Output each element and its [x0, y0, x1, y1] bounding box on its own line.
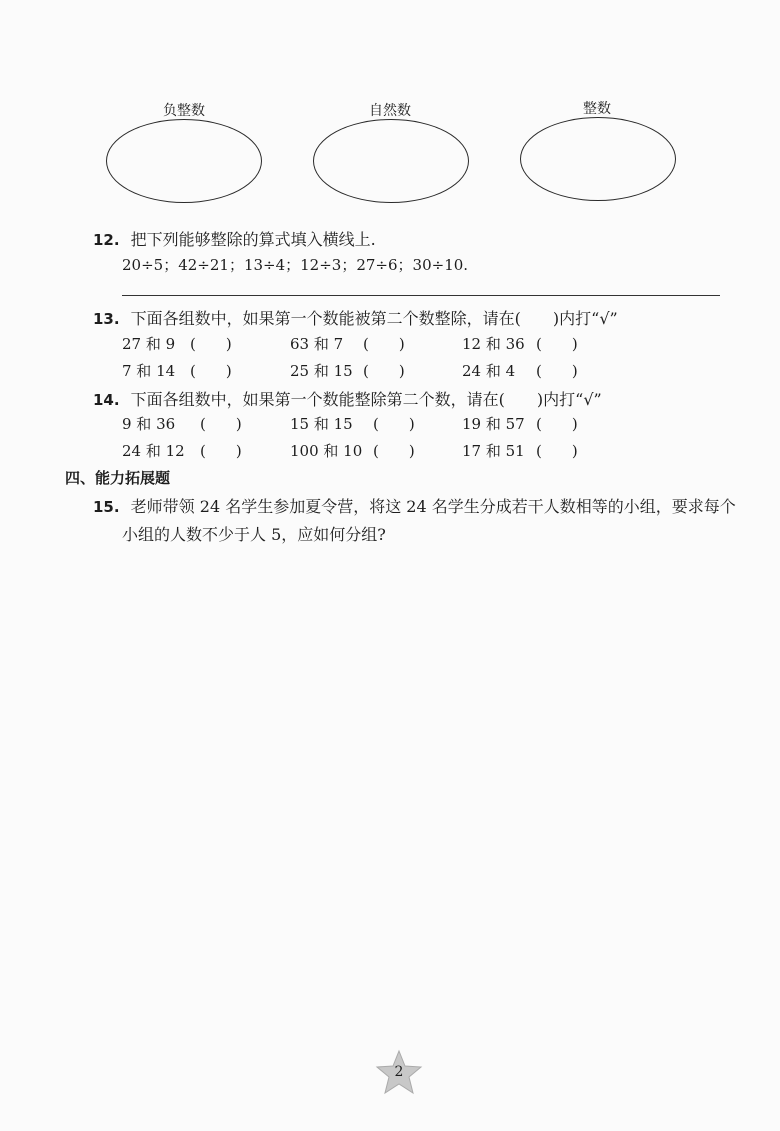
q13-answer-paren[interactable]: ( ) — [363, 335, 405, 353]
question-text-line-2: 小组的人数不少于人 5，应如何分组? — [122, 525, 386, 544]
q13-pair: 24 和 4 — [462, 362, 516, 380]
q13-answer-paren[interactable]: ( ) — [363, 362, 405, 380]
section-title: 四、能力拓展题 — [65, 469, 171, 487]
question-number: 15. — [93, 498, 120, 516]
q14-answer-paren[interactable]: ( ) — [200, 442, 242, 460]
q13-pair: 7 和 14 — [122, 362, 176, 380]
set-label-integers: 整数 — [583, 101, 611, 117]
q14-answer-paren[interactable]: ( ) — [200, 415, 242, 433]
q13-answer-paren[interactable]: ( ) — [536, 335, 578, 353]
question-prompt: 下面各组数中，如果第一个数能整除第二个数，请在( )内打“√” — [130, 390, 602, 409]
question-number: 12. — [93, 231, 120, 249]
q13-pair: 63 和 7 — [290, 335, 344, 353]
question-number: 14. — [93, 391, 120, 409]
question-13 — [93, 306, 618, 329]
q14-pair: 19 和 57 — [462, 415, 525, 433]
q13-pair: 12 和 36 — [462, 335, 525, 353]
q14-answer-paren[interactable]: ( ) — [373, 442, 415, 460]
set-label-negative-integers: 负整数 — [163, 103, 205, 119]
integers-oval — [520, 117, 676, 201]
q13-answer-paren[interactable]: ( ) — [536, 362, 578, 380]
q12-answer-line — [122, 295, 720, 296]
question-14 — [93, 387, 602, 410]
q14-pair: 15 和 15 — [290, 415, 353, 433]
q13-pair: 27 和 9 — [122, 335, 176, 353]
q14-answer-paren[interactable]: ( ) — [373, 415, 415, 433]
set-label-natural-numbers: 自然数 — [369, 103, 411, 119]
q13-answer-paren[interactable]: ( ) — [190, 335, 232, 353]
question-prompt: 把下列能够整除的算式填入横线上. — [130, 230, 376, 249]
q12-expressions: 20÷5；42÷21；13÷4；12÷3；27÷6；30÷10. — [122, 256, 469, 274]
question-prompt: 下面各组数中，如果第一个数能被第二个数整除，请在( )内打“√” — [130, 309, 618, 328]
question-12 — [93, 227, 376, 250]
q14-answer-paren[interactable]: ( ) — [536, 415, 578, 433]
q14-pair: 100 和 10 — [290, 442, 363, 460]
q13-pair: 25 和 15 — [290, 362, 353, 380]
q13-answer-paren[interactable]: ( ) — [190, 362, 232, 380]
question-15 — [93, 494, 736, 517]
q14-pair: 17 和 51 — [462, 442, 525, 460]
page-number: 2 — [394, 1064, 404, 1080]
natural-numbers-oval — [313, 119, 469, 203]
question-number: 13. — [93, 310, 120, 328]
question-text-line-1: 老师带领 24 名学生参加夏令营，将这 24 名学生分成若干人数相等的小组，要求每个 — [130, 497, 736, 516]
q14-pair: 9 和 36 — [122, 415, 176, 433]
negative-integers-oval — [106, 119, 262, 203]
q14-answer-paren[interactable]: ( ) — [536, 442, 578, 460]
q14-pair: 24 和 12 — [122, 442, 185, 460]
